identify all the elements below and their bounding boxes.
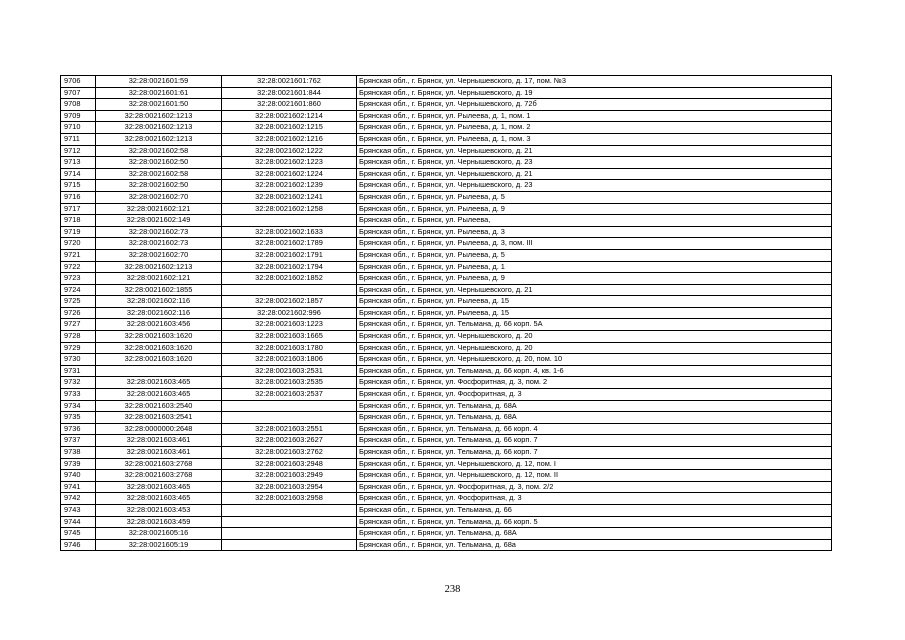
land-cadastral-number-cell: 32:28:0021603:465	[96, 481, 222, 493]
table-row	[61, 481, 832, 493]
land-cadastral-number-cell: 32:28:0021603:1620	[96, 342, 222, 354]
land-cadastral-number-cell: 32:28:0021603:2541	[96, 412, 222, 424]
object-cadastral-number-cell: 32:28:0021603:1780	[222, 342, 357, 354]
land-cadastral-number-cell: 32:28:0021603:465	[96, 389, 222, 401]
address-cell: Брянская обл., г. Брянск, ул. Рылеева, д. 1, пом. 1	[357, 110, 832, 122]
address-cell: Брянская обл., г. Брянск, ул. Рылеева, д. 15	[357, 307, 832, 319]
land-cadastral-number-cell: 32:28:0021602:121	[96, 203, 222, 215]
table-row	[61, 238, 832, 250]
land-cadastral-number-cell: 32:28:0021603:465	[96, 377, 222, 389]
land-cadastral-number-cell: 32:28:0000000:2648	[96, 423, 222, 435]
table-row	[61, 539, 832, 551]
land-cadastral-number-cell: 32:28:0021602:1213	[96, 133, 222, 145]
table-row	[61, 122, 832, 134]
row-number-cell: 9745	[61, 528, 96, 540]
land-cadastral-number-cell: 32:28:0021602:1213	[96, 261, 222, 273]
object-cadastral-number-cell: 32:28:0021603:2627	[222, 435, 357, 447]
table-row	[61, 354, 832, 366]
row-number-cell: 9716	[61, 191, 96, 203]
table-row	[61, 261, 832, 273]
row-number-cell: 9721	[61, 249, 96, 261]
row-number-cell: 9718	[61, 215, 96, 227]
row-number-cell: 9707	[61, 87, 96, 99]
address-cell: Брянская обл., г. Брянск, ул. Рылеева, д. 9	[357, 273, 832, 285]
address-cell: Брянская обл., г. Брянск, ул. Чернышевского, д. 12, пом. II	[357, 470, 832, 482]
address-cell: Брянская обл., г. Брянск, ул. Тельмана, д. 68А	[357, 400, 832, 412]
address-cell: Брянская обл., г. Брянск, ул. Тельмана, д. 66 корп. 7	[357, 435, 832, 447]
object-cadastral-number-cell: 32:28:0021601:860	[222, 99, 357, 111]
land-cadastral-number-cell: 32:28:0021602:58	[96, 168, 222, 180]
land-cadastral-number-cell: 32:28:0021602:58	[96, 145, 222, 157]
row-number-cell: 9706	[61, 76, 96, 88]
row-number-cell: 9722	[61, 261, 96, 273]
table-row	[61, 400, 832, 412]
object-cadastral-number-cell: 32:28:0021601:762	[222, 76, 357, 88]
address-cell: Брянская обл., г. Брянск, ул. Рылеева, д. 1, пом. 2	[357, 122, 832, 134]
land-cadastral-number-cell: 32:28:0021602:149	[96, 215, 222, 227]
address-cell: Брянская обл., г. Брянск, ул. Чернышевского, д. 20	[357, 342, 832, 354]
land-cadastral-number-cell: 32:28:0021602:1213	[96, 122, 222, 134]
land-cadastral-number-cell: 32:28:0021601:61	[96, 87, 222, 99]
address-cell: Брянская обл., г. Брянск, ул. Рылеева, д. 3	[357, 226, 832, 238]
object-cadastral-number-cell: 32:28:0021603:2954	[222, 481, 357, 493]
object-cadastral-number-cell: 32:28:0021603:2958	[222, 493, 357, 505]
land-cadastral-number-cell: 32:28:0021602:1855	[96, 284, 222, 296]
address-cell: Брянская обл., г. Брянск, ул. Чернышевского, д. 20, пом. 10	[357, 354, 832, 366]
table-row	[61, 516, 832, 528]
table-row	[61, 319, 832, 331]
row-number-cell: 9712	[61, 145, 96, 157]
object-cadastral-number-cell	[222, 215, 357, 227]
table-row	[61, 99, 832, 111]
table-row	[61, 470, 832, 482]
row-number-cell: 9727	[61, 319, 96, 331]
address-cell: Брянская обл., г. Брянск, ул. Чернышевского, д. 12, пом. I	[357, 458, 832, 470]
land-cadastral-number-cell: 32:28:0021602:1213	[96, 110, 222, 122]
row-number-cell: 9725	[61, 296, 96, 308]
land-cadastral-number-cell: 32:28:0021602:73	[96, 226, 222, 238]
object-cadastral-number-cell: 32:28:0021602:1223	[222, 157, 357, 169]
object-cadastral-number-cell: 32:28:0021601:844	[222, 87, 357, 99]
land-cadastral-number-cell: 32:28:0021601:59	[96, 76, 222, 88]
table-row	[61, 284, 832, 296]
row-number-cell: 9717	[61, 203, 96, 215]
land-cadastral-number-cell: 32:28:0021602:116	[96, 307, 222, 319]
table-row	[61, 447, 832, 459]
row-number-cell: 9710	[61, 122, 96, 134]
object-cadastral-number-cell: 32:28:0021603:2762	[222, 447, 357, 459]
land-cadastral-number-cell: 32:28:0021602:50	[96, 157, 222, 169]
land-cadastral-number-cell: 32:28:0021602:73	[96, 238, 222, 250]
address-cell: Брянская обл., г. Брянск, ул. Тельмана, д. 66 корп. 4, кв. 1-6	[357, 365, 832, 377]
table-row	[61, 296, 832, 308]
row-number-cell: 9735	[61, 412, 96, 424]
object-cadastral-number-cell	[222, 284, 357, 296]
row-number-cell: 9740	[61, 470, 96, 482]
address-cell: Брянская обл., г. Брянск, ул. Чернышевского, д. 20	[357, 331, 832, 343]
row-number-cell: 9724	[61, 284, 96, 296]
object-cadastral-number-cell: 32:28:0021603:2531	[222, 365, 357, 377]
object-cadastral-number-cell: 32:28:0021602:1633	[222, 226, 357, 238]
land-cadastral-number-cell: 32:28:0021603:461	[96, 435, 222, 447]
address-cell: Брянская обл., г. Брянск, ул. Фосфоритная, д. 3	[357, 493, 832, 505]
address-cell: Брянская обл., г. Брянск, ул. Чернышевского, д. 72б	[357, 99, 832, 111]
address-cell: Брянская обл., г. Брянск, ул. Фосфоритная, д. 3, пом. 2	[357, 377, 832, 389]
row-number-cell: 9723	[61, 273, 96, 285]
row-number-cell: 9731	[61, 365, 96, 377]
address-cell: Брянская обл., г. Брянск, ул. Тельмана, д. 68А	[357, 412, 832, 424]
object-cadastral-number-cell	[222, 412, 357, 424]
table-row	[61, 249, 832, 261]
object-cadastral-number-cell: 32:28:0021602:1224	[222, 168, 357, 180]
object-cadastral-number-cell: 32:28:0021602:1222	[222, 145, 357, 157]
table-row	[61, 389, 832, 401]
object-cadastral-number-cell: 32:28:0021603:2948	[222, 458, 357, 470]
registry-table	[60, 75, 832, 551]
object-cadastral-number-cell: 32:28:0021602:1789	[222, 238, 357, 250]
land-cadastral-number-cell: 32:28:0021603:2540	[96, 400, 222, 412]
address-cell: Брянская обл., г. Брянск, ул. Тельмана, д. 68а	[357, 539, 832, 551]
table-row	[61, 87, 832, 99]
table-row	[61, 504, 832, 516]
table-row	[61, 307, 832, 319]
table-row	[61, 342, 832, 354]
address-cell: Брянская обл., г. Брянск, ул. Рылеева, д. 1	[357, 261, 832, 273]
address-cell: Брянская обл., г. Брянск, ул. Рылеева, д. 9	[357, 203, 832, 215]
land-cadastral-number-cell: 32:28:0021602:70	[96, 249, 222, 261]
address-cell: Брянская обл., г. Брянск, ул. Рылеева, д. 15	[357, 296, 832, 308]
table-row	[61, 145, 832, 157]
table-row	[61, 191, 832, 203]
row-number-cell: 9729	[61, 342, 96, 354]
table-row	[61, 331, 832, 343]
row-number-cell: 9708	[61, 99, 96, 111]
address-cell: Брянская обл., г. Брянск, ул. Тельмана, д. 66 корп. 5А	[357, 319, 832, 331]
row-number-cell: 9726	[61, 307, 96, 319]
table-row	[61, 458, 832, 470]
land-cadastral-number-cell: 32:28:0021605:19	[96, 539, 222, 551]
row-number-cell: 9732	[61, 377, 96, 389]
row-number-cell: 9742	[61, 493, 96, 505]
table-row	[61, 203, 832, 215]
object-cadastral-number-cell: 32:28:0021602:1857	[222, 296, 357, 308]
object-cadastral-number-cell: 32:28:0021602:1852	[222, 273, 357, 285]
address-cell: Брянская обл., г. Брянск, ул. Чернышевского, д. 17, пом. №3	[357, 76, 832, 88]
row-number-cell: 9738	[61, 447, 96, 459]
object-cadastral-number-cell	[222, 504, 357, 516]
table-row	[61, 180, 832, 192]
object-cadastral-number-cell: 32:28:0021602:996	[222, 307, 357, 319]
table-row	[61, 110, 832, 122]
land-cadastral-number-cell: 32:28:0021603:456	[96, 319, 222, 331]
land-cadastral-number-cell: 32:28:0021602:121	[96, 273, 222, 285]
object-cadastral-number-cell: 32:28:0021603:1223	[222, 319, 357, 331]
address-cell: Брянская обл., г. Брянск, ул. Чернышевского, д. 19	[357, 87, 832, 99]
land-cadastral-number-cell: 32:28:0021603:465	[96, 493, 222, 505]
address-cell: Брянская обл., г. Брянск, ул. Чернышевского, д. 21	[357, 145, 832, 157]
address-cell: Брянская обл., г. Брянск, ул. Фосфоритная, д. 3	[357, 389, 832, 401]
row-number-cell: 9737	[61, 435, 96, 447]
table-row	[61, 76, 832, 88]
land-cadastral-number-cell: 32:28:0021605:16	[96, 528, 222, 540]
row-number-cell: 9741	[61, 481, 96, 493]
address-cell: Брянская обл., г. Брянск, ул. Чернышевского, д. 23	[357, 180, 832, 192]
row-number-cell: 9730	[61, 354, 96, 366]
object-cadastral-number-cell: 32:28:0021602:1258	[222, 203, 357, 215]
object-cadastral-number-cell	[222, 400, 357, 412]
object-cadastral-number-cell: 32:28:0021602:1214	[222, 110, 357, 122]
row-number-cell: 9711	[61, 133, 96, 145]
object-cadastral-number-cell	[222, 516, 357, 528]
row-number-cell: 9744	[61, 516, 96, 528]
row-number-cell: 9714	[61, 168, 96, 180]
address-cell: Брянская обл., г. Брянск, ул. Чернышевского, д. 21	[357, 284, 832, 296]
table-row	[61, 273, 832, 285]
table-row	[61, 365, 832, 377]
land-cadastral-number-cell: 32:28:0021602:116	[96, 296, 222, 308]
object-cadastral-number-cell: 32:28:0021603:2535	[222, 377, 357, 389]
table-row	[61, 168, 832, 180]
table-row	[61, 528, 832, 540]
row-number-cell: 9709	[61, 110, 96, 122]
address-cell: Брянская обл., г. Брянск, ул. Рылеева, д. 5	[357, 191, 832, 203]
object-cadastral-number-cell: 32:28:0021603:1806	[222, 354, 357, 366]
row-number-cell: 9739	[61, 458, 96, 470]
address-cell: Брянская обл., г. Брянск, ул. Фосфоритная, д. 3, пом. 2/2	[357, 481, 832, 493]
table-row	[61, 215, 832, 227]
land-cadastral-number-cell: 32:28:0021603:453	[96, 504, 222, 516]
address-cell: Брянская обл., г. Брянск, ул. Тельмана, д. 68А	[357, 528, 832, 540]
table-row	[61, 412, 832, 424]
row-number-cell: 9728	[61, 331, 96, 343]
address-cell: Брянская обл., г. Брянск, ул. Тельмана, д. 66 корп. 7	[357, 447, 832, 459]
row-number-cell: 9733	[61, 389, 96, 401]
land-cadastral-number-cell: 32:28:0021603:2768	[96, 458, 222, 470]
object-cadastral-number-cell: 32:28:0021602:1791	[222, 249, 357, 261]
row-number-cell: 9715	[61, 180, 96, 192]
object-cadastral-number-cell: 32:28:0021603:2537	[222, 389, 357, 401]
land-cadastral-number-cell: 32:28:0021601:50	[96, 99, 222, 111]
row-number-cell: 9713	[61, 157, 96, 169]
page-number: 238	[444, 584, 461, 595]
object-cadastral-number-cell: 32:28:0021602:1241	[222, 191, 357, 203]
object-cadastral-number-cell: 32:28:0021602:1239	[222, 180, 357, 192]
address-cell: Брянская обл., г. Брянск, ул. Рылеева, д. 1, пом. 3	[357, 133, 832, 145]
land-cadastral-number-cell: 32:28:0021603:1620	[96, 354, 222, 366]
land-cadastral-number-cell	[96, 365, 222, 377]
object-cadastral-number-cell: 32:28:0021603:1665	[222, 331, 357, 343]
land-cadastral-number-cell: 32:28:0021603:2768	[96, 470, 222, 482]
land-cadastral-number-cell: 32:28:0021603:459	[96, 516, 222, 528]
row-number-cell: 9746	[61, 539, 96, 551]
address-cell: Брянская обл., г. Брянск, ул. Чернышевского, д. 23	[357, 157, 832, 169]
address-cell: Брянская обл., г. Брянск, ул. Тельмана, д. 66 корп. 5	[357, 516, 832, 528]
object-cadastral-number-cell	[222, 528, 357, 540]
address-cell: Брянская обл., г. Брянск, ул. Чернышевского, д. 21	[357, 168, 832, 180]
table-row	[61, 435, 832, 447]
address-cell: Брянская обл., г. Брянск, ул. Рылеева,	[357, 215, 832, 227]
table-row	[61, 493, 832, 505]
land-cadastral-number-cell: 32:28:0021603:461	[96, 447, 222, 459]
object-cadastral-number-cell: 32:28:0021602:1794	[222, 261, 357, 273]
address-cell: Брянская обл., г. Брянск, ул. Тельмана, д. 66	[357, 504, 832, 516]
row-number-cell: 9743	[61, 504, 96, 516]
object-cadastral-number-cell: 32:28:0021602:1215	[222, 122, 357, 134]
land-cadastral-number-cell: 32:28:0021602:50	[96, 180, 222, 192]
object-cadastral-number-cell: 32:28:0021603:2551	[222, 423, 357, 435]
land-cadastral-number-cell: 32:28:0021603:1620	[96, 331, 222, 343]
registry-table-body	[61, 76, 832, 551]
address-cell: Брянская обл., г. Брянск, ул. Тельмана, д. 66 корп. 4	[357, 423, 832, 435]
row-number-cell: 9720	[61, 238, 96, 250]
table-row	[61, 377, 832, 389]
object-cadastral-number-cell	[222, 539, 357, 551]
table-row	[61, 423, 832, 435]
row-number-cell: 9719	[61, 226, 96, 238]
land-cadastral-number-cell: 32:28:0021602:70	[96, 191, 222, 203]
table-row	[61, 133, 832, 145]
address-cell: Брянская обл., г. Брянск, ул. Рылеева, д. 5	[357, 249, 832, 261]
table-row	[61, 157, 832, 169]
table-row	[61, 226, 832, 238]
row-number-cell: 9736	[61, 423, 96, 435]
object-cadastral-number-cell: 32:28:0021603:2949	[222, 470, 357, 482]
address-cell: Брянская обл., г. Брянск, ул. Рылеева, д. 3, пом. III	[357, 238, 832, 250]
row-number-cell: 9734	[61, 400, 96, 412]
object-cadastral-number-cell: 32:28:0021602:1216	[222, 133, 357, 145]
